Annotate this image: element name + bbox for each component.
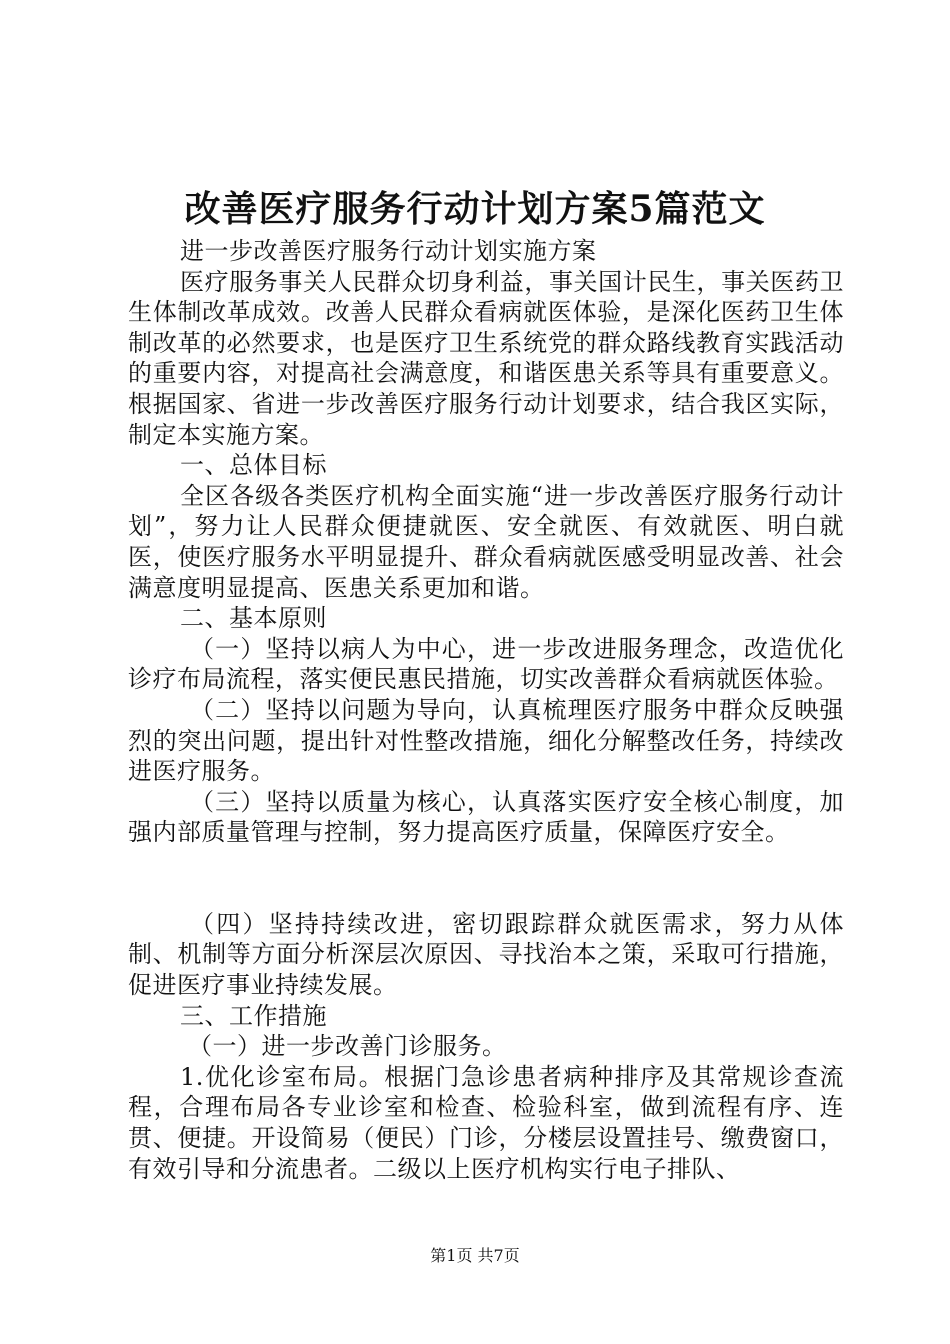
paragraph: （三）坚持以质量为核心，认真落实医疗安全核心制度，加强内部质量管理与控制，努力提高医疗质量，保障医疗安全。 (128, 787, 844, 847)
paragraph: （四）坚持持续改进，密切跟踪群众就医需求，努力从体制、机制等方面分析深层次原因、寻找治本之策，采取可行措施，促进医疗事业持续发展。 (128, 909, 844, 1000)
paragraph: （一）坚持以病人为中心，进一步改进服务理念，改造优化诊疗布局流程，落实便民惠民措施，切实改善群众看病就医体验。 (128, 634, 844, 694)
paragraph: 二、基本原则 (180, 604, 327, 633)
page-footer: 第1页 共7页 (430, 1246, 520, 1265)
paragraph: 全区各级各类医疗机构全面实施“进一步改善医疗服务行动计划”，努力让人民群众便捷就医、安全就医、有效就医、明白就医，使医疗服务水平明显提升、群众看病就医感受明显改善、社会满意度明显提高、医患关系更加和谐。 (128, 481, 844, 602)
paragraph: 1.优化诊室布局。根据门急诊患者病种排序及其常规诊查流程，合理布局各专业诊室和检查、检验科室，做到流程有序、连贯、便捷。开设简易（便民）门诊，分楼层设置挂号、缴费窗口，有效引导和分流患者。二级以上医疗机构实行电子排队、 (128, 1062, 844, 1183)
paragraph-spacer (128, 864, 844, 893)
paragraph: 一、总体目标 (180, 451, 327, 480)
paragraph: （二）坚持以问题为导向，认真梳理医疗服务中群众反映强烈的突出问题，提出针对性整改措施，细化分解整改任务，持续改进医疗服务。 (128, 695, 844, 786)
paragraph: （一）进一步改善门诊服务。 (188, 1032, 507, 1061)
paragraph: 医疗服务事关人民群众切身利益，事关国计民生，事关医药卫生体制改革成效。改善人民群众看病就医体验，是深化医药卫生体制改革的必然要求，也是医疗卫生系统党的群众路线教育实践活动的重要内容，对提高社会满意度，和谐医患关系等具有重要意义。根据国家、省进一步改善医疗服务行动计划要求，结合我区实际，制定本实施方案。 (128, 267, 844, 449)
paragraph: 三、工作措施 (180, 1001, 327, 1030)
document-body (128, 236, 844, 1184)
paragraph: 进一步改善医疗服务行动计划实施方案 (180, 237, 597, 265)
document-title: 改善医疗服务行动计划方案5篇范文 (184, 188, 766, 230)
